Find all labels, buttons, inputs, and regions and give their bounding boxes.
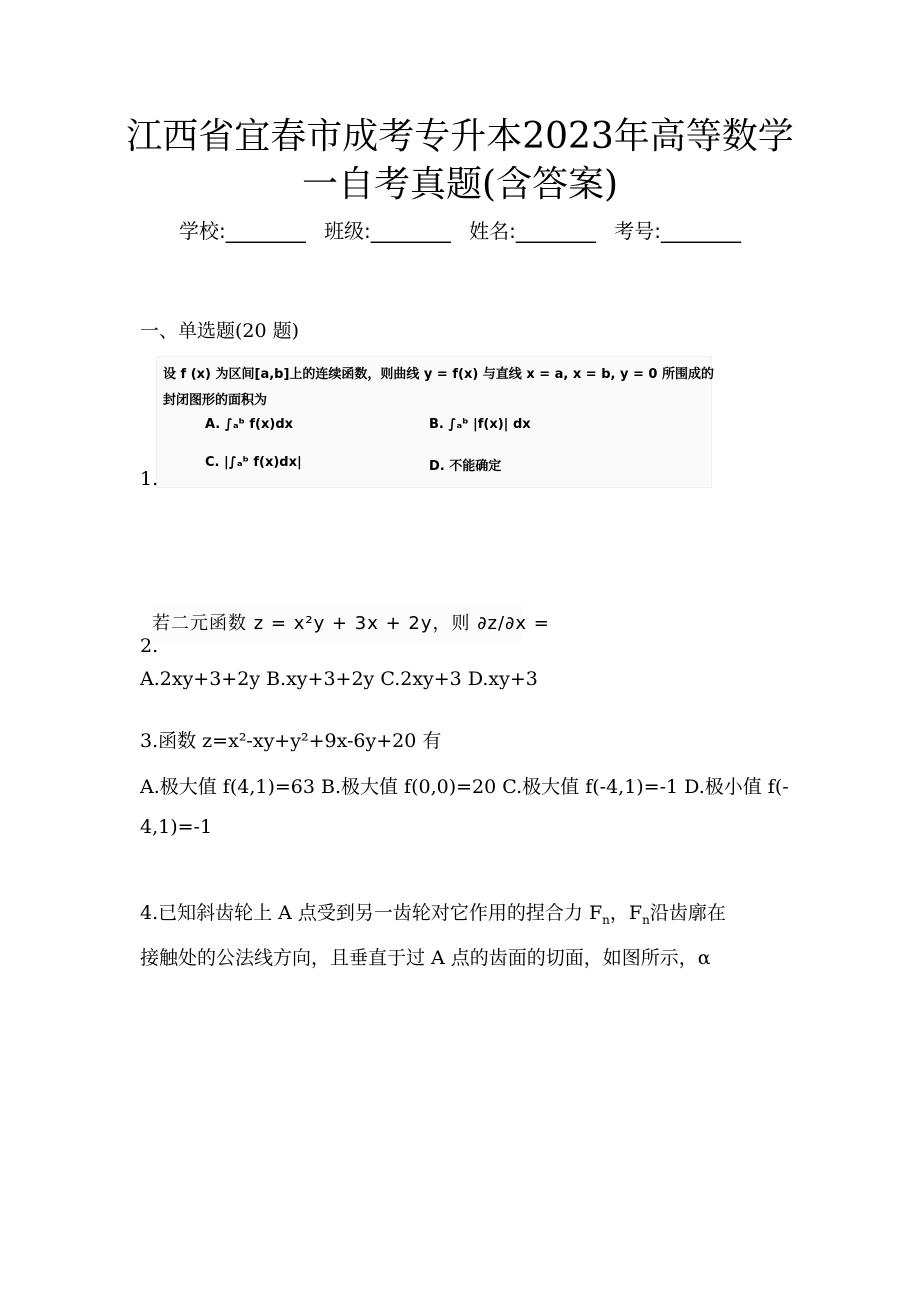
document-title-line1: 江西省宜春市成考专升本2023年高等数学: [126, 116, 794, 157]
question-2-image: [152, 603, 550, 643]
document-title-line2: 一自考真题(含答案): [301, 164, 619, 205]
question-4-line1: [140, 898, 726, 927]
question-1-option-c: C. |∫ₐᵇ f(x)dx|: [205, 455, 302, 470]
name-field: 姓名:________: [469, 219, 596, 243]
question-1-option-d: D. 不能确定: [429, 459, 502, 474]
question-1-option-a: A. ∫ₐᵇ f(x)dx: [205, 417, 294, 432]
question-2-formula: 若二元函数 z = x²y + 3x + 2y，则 ∂z/∂x =: [152, 613, 550, 634]
question-3-stem: 3.函数 z=x²-xy+y²+9x-6y+20 有: [140, 730, 442, 752]
question-2-number: 2.: [140, 635, 159, 657]
id-field: 考号:________: [614, 219, 742, 243]
question-2-options: A.2xy+3+2y B.xy+3+2y C.2xy+3 D.xy+3: [140, 668, 538, 690]
question-4-line2: 接触处的公法线方向，且垂直于过 A 点的齿面的切面，如图所示，α: [140, 947, 711, 969]
question-4-text-b: ，F: [609, 902, 643, 924]
section-heading: 一、单选题(20 题): [140, 320, 300, 342]
question-4-subscript-2: n: [642, 912, 650, 927]
school-field: 学校:________: [178, 219, 306, 243]
question-1-option-b: B. ∫ₐᵇ |f(x)| dx: [429, 417, 531, 432]
student-info-row: [0, 215, 920, 244]
question-4-subscript-1: n: [602, 912, 610, 927]
question-1-number: 1.: [140, 468, 159, 490]
question-1-image: [156, 356, 712, 488]
question-4-text-c: 沿齿廓在: [649, 902, 726, 924]
question-1-stem-line2: 封闭图形的面积为: [163, 393, 268, 408]
question-1-stem-line1: 设 f (x) 为区间[a,b]上的连续函数，则曲线 y = f(x) 与直线 x = a, x = b, y = 0 所围成的: [163, 367, 714, 382]
class-field: 班级:________: [324, 219, 451, 243]
question-3-options-line2: 4,1)=-1: [140, 816, 213, 838]
question-3-options-line1: A.极大值 f(4,1)=63 B.极大值 f(0,0)=20 C.极大值 f(-4,1)=-1 D.极小值 f(-: [140, 776, 789, 798]
question-4-text-a: 4.已知斜齿轮上 A 点受到另一齿轮对它作用的捏合力 F: [140, 902, 603, 924]
